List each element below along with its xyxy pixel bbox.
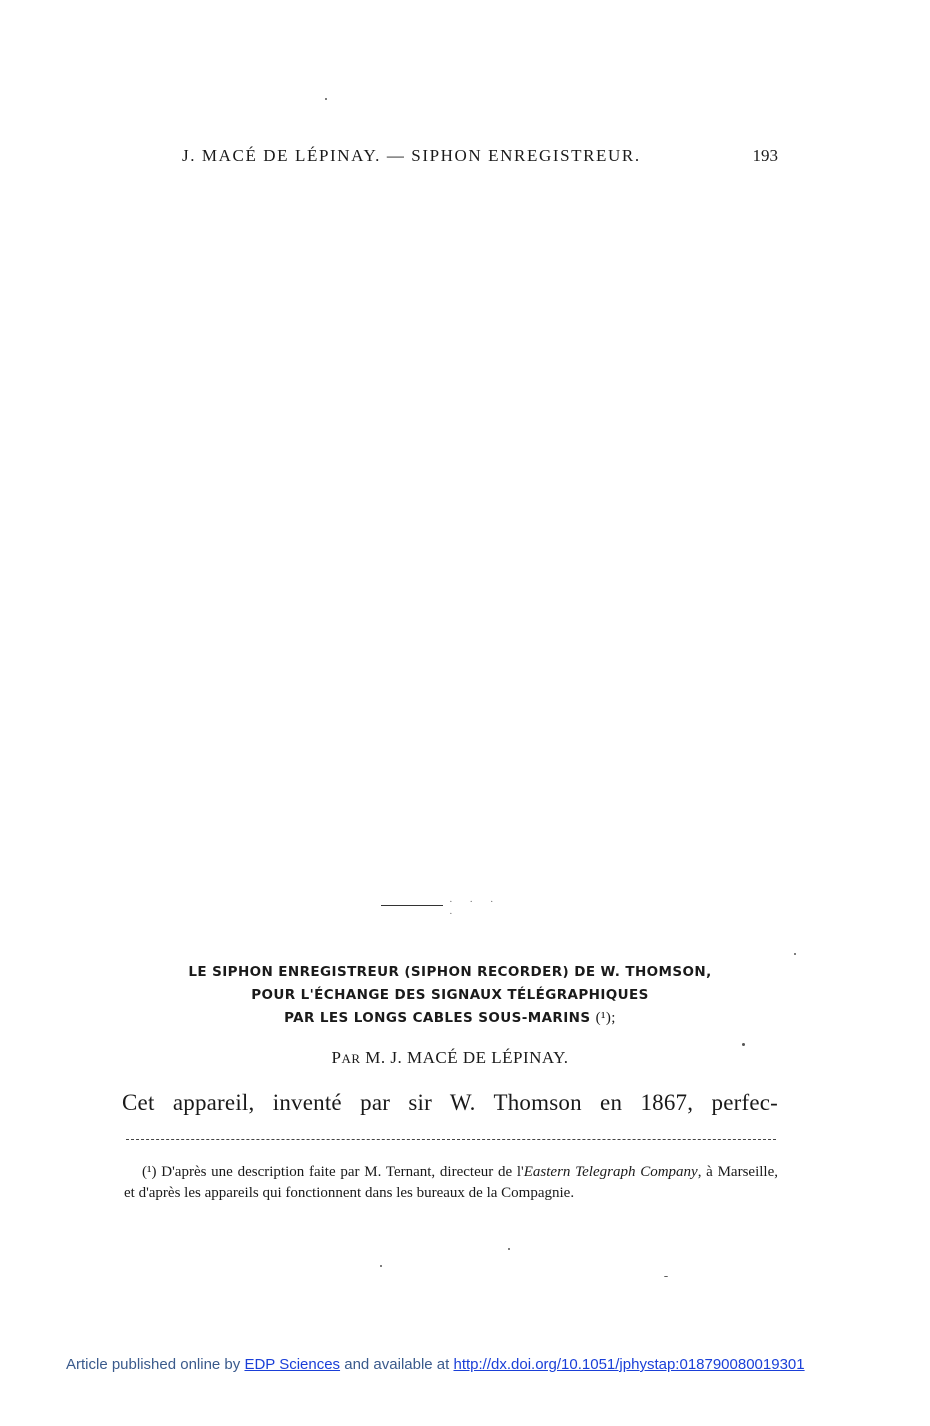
publisher-line [66,1356,866,1373]
title-footnote-ref: (¹); [595,1010,616,1026]
scan-speck [325,98,327,100]
article-title-line-2: POUR L'ÉCHANGE DES SIGNAUX TÉLÉGRAPHIQUES [251,987,649,1003]
doi-link[interactable]: http://dx.doi.org/10.1051/jphystap:018790080019301 [453,1356,805,1373]
publisher-link[interactable]: EDP Sciences [244,1356,341,1373]
running-head-title: J. MACÉ DE LÉPINAY. — SIPHON ENREGISTREUR. [182,146,641,165]
section-separator [381,896,515,920]
page-number: 193 [752,146,778,165]
footnote-rule [126,1139,776,1141]
footnote-text-after: , à Marseille, et d'après les appareils qui fonctionnent dans les bureaux de la Compagnie. [124,1164,778,1201]
article-title-line-3 [120,1007,780,1030]
scan-speck [508,1248,510,1250]
scan-speck [794,953,796,955]
separator-rule [381,905,443,906]
footnote-text-before: D'après une description faite par M. Ternant, directeur de l' [161,1164,524,1180]
footnote-company-name: Eastern Telegraph Company [523,1164,698,1180]
scan-speck [664,1276,668,1277]
byline-author: M. J. MACÉ DE LÉPINAY. [365,1048,569,1067]
byline [120,1048,780,1068]
footnote-marker: (¹) [142,1164,157,1180]
article-title [120,961,780,1030]
article-title-line-3-text: PAR LES LONGS CABLES SOUS-MARINS [284,1010,591,1026]
publisher-line-prefix: Article published online by [66,1356,245,1373]
byline-prefix-small: AR [341,1051,361,1066]
body-first-line: Cet appareil, inventé par sir W. Thomson en 1867, perfec- [122,1090,778,1115]
publisher-line-middle: and available at [340,1356,454,1373]
article-title-line-1: LE SIPHON ENREGISTREUR (SIPHON RECORDER) DE W. THOMSON, [188,964,712,980]
running-head [182,146,778,170]
scan-speck [380,1265,382,1267]
separator-dots: · · · · [449,896,501,920]
byline-prefix: P [331,1048,342,1067]
footnote [124,1162,778,1204]
scan-speck [742,1043,745,1046]
